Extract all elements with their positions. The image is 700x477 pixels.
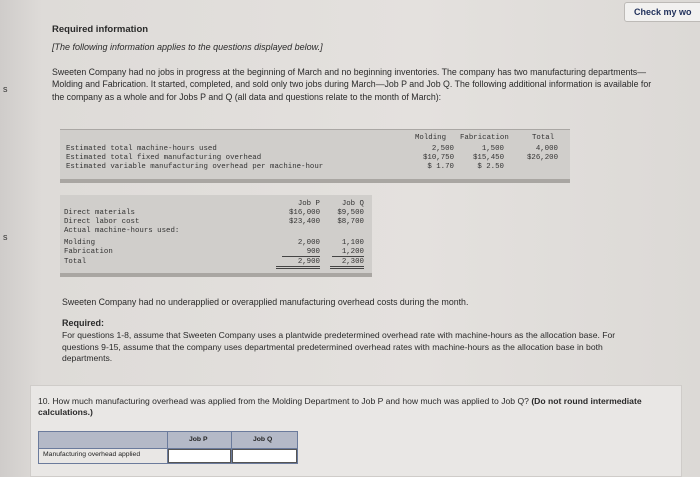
- question-bold-note: (Do not round intermediate calculations.): [38, 396, 642, 418]
- company-data-table: [60, 129, 570, 183]
- answer-header-job-p: Job P: [189, 436, 208, 443]
- cell-molding-variable: $ 1.70: [427, 163, 454, 171]
- cell-fabrication-variable: $ 2.50: [477, 163, 504, 171]
- cell-q-total: 2,300: [330, 258, 364, 269]
- row-label-fabrication: Fabrication: [64, 248, 113, 256]
- cell-molding-fixed: $10,750: [422, 154, 454, 162]
- answer-table: [38, 431, 298, 464]
- question-text: [38, 396, 678, 419]
- check-my-work-button[interactable]: Check my wo: [624, 2, 700, 22]
- cell-p-fabrication: 900: [282, 248, 320, 257]
- answer-row-label: Manufacturing overhead applied: [43, 451, 141, 458]
- row-label-total: Total: [64, 258, 87, 266]
- header-job-p: Job P: [297, 200, 320, 208]
- required-heading: Required:: [62, 318, 105, 328]
- job-q-overhead-input[interactable]: [232, 449, 297, 463]
- cell-p-total: 2,900: [276, 258, 320, 269]
- table-divider-bar: [60, 273, 372, 277]
- cell-molding-hours: 2,500: [431, 145, 454, 153]
- table-divider-bar: [60, 179, 570, 183]
- edge-mark-mid: s: [3, 232, 8, 242]
- cell-fabrication-hours: 1,500: [481, 145, 504, 153]
- required-body: For questions 1-8, assume that Sweeten Company uses a plantwide predetermined overhead rate with machine-hours as the allocation base. For questions 9-15, assume that the company uses departmental predetermined overhead rates with machine-hours as the allocation base in both departments.: [62, 330, 616, 364]
- row-label-direct-materials: Direct materials: [64, 209, 135, 217]
- header-job-q: Job Q: [341, 200, 364, 208]
- cell-p-molding: 2,000: [297, 239, 320, 247]
- cell-p-labor: $23,400: [288, 218, 320, 226]
- question-main: 10. How much manufacturing overhead was applied from the Molding Department to Job P and how much was applied to Job Q?: [38, 396, 532, 406]
- header-fabrication: Fabrication: [460, 134, 509, 142]
- cell-fabrication-fixed: $15,450: [472, 154, 504, 162]
- row-label-molding: Molding: [64, 239, 96, 247]
- row-label-actual-hours: Actual machine-hours used:: [64, 227, 180, 235]
- cell-q-molding: 1,100: [341, 239, 364, 247]
- cell-q-fabrication: 1,200: [332, 248, 364, 257]
- cell-total-hours: 4,000: [535, 145, 558, 153]
- row-label-fixed-overhead: Estimated total fixed manufacturing overhead: [66, 154, 262, 162]
- row-label-variable-overhead: Estimated variable manufacturing overhead per machine-hour: [66, 163, 324, 171]
- job-p-overhead-input[interactable]: [168, 449, 231, 463]
- overhead-note: Sweeten Company had no underapplied or overapplied manufacturing overhead costs during the month.: [62, 297, 469, 307]
- header-molding: Molding: [415, 134, 447, 142]
- intro-note: [The following information applies to the questions displayed below.]: [52, 42, 323, 52]
- cell-total-fixed: $26,200: [526, 154, 558, 162]
- row-label-machine-hours: Estimated total machine-hours used: [66, 145, 217, 153]
- cell-q-materials: $9,500: [337, 209, 364, 217]
- edge-mark-top: s: [3, 84, 8, 94]
- job-data-table: [60, 195, 372, 273]
- cell-q-labor: $8,700: [337, 218, 364, 226]
- problem-paragraph: Sweeten Company had no jobs in progress at the beginning of March and no beginning inventories. The company has two manufacturing departments—Molding and Fabrication. It started, completed, and sold only two jobs during March—Job P and Job Q. The following additional information is available for the company as a whole and for Jobs P and Q (all data and questions relate to the month of March):: [52, 67, 652, 102]
- row-label-direct-labor: Direct labor cost: [64, 218, 140, 226]
- header-total: Total: [532, 134, 555, 142]
- answer-header-job-q: Job Q: [253, 436, 273, 443]
- cell-p-materials: $16,000: [288, 209, 320, 217]
- required-information-title: Required information: [52, 24, 149, 35]
